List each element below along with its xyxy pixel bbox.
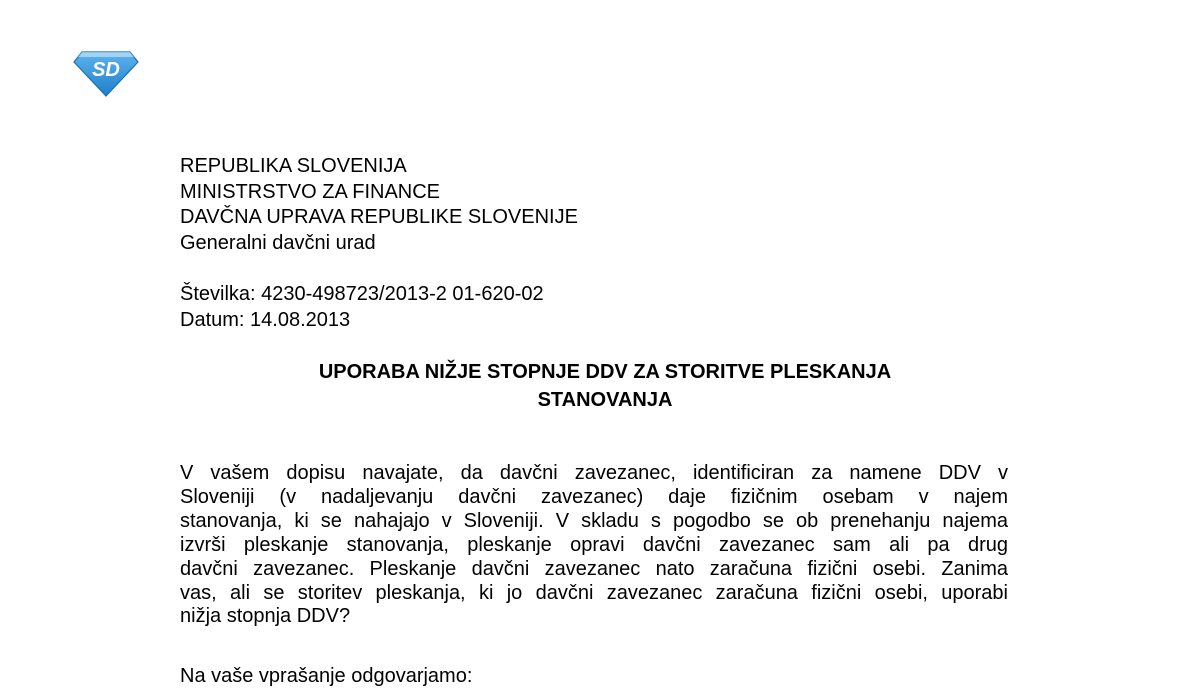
reference-block: [180, 282, 544, 333]
title-line-2: STANOVANJA: [537, 389, 673, 411]
svg-text:SD: SD: [92, 59, 120, 81]
header-line-tax-administration: DAVČNA UPRAVA REPUBLIKE SLOVENIJE: [180, 206, 578, 228]
question-paragraph: [180, 462, 1008, 629]
header-line-ministry: MINISTRSTVO ZA FINANCE: [180, 180, 441, 203]
issuer-header: [180, 154, 578, 256]
header-line-office: Generalni davčni urad: [180, 231, 376, 254]
document-date: Datum: 14.08.2013: [180, 308, 351, 331]
sd-shield-logo-icon: [72, 46, 140, 98]
answer-intro: Na vaše vprašanje odgovarjamo:: [180, 665, 473, 687]
paragraph-line: nižja stopnja DDV?: [180, 605, 351, 628]
paragraph-line: davčni zavezanec. Pleskanje davčni zavezanec nato zaračuna fizični osebi. Zanima: [180, 557, 1008, 580]
paragraph-line: izvrši pleskanje stanovanja, pleskanje opravi davčni zavezanec sam ali pa drug: [180, 533, 1008, 556]
title-line-1: UPORABA NIŽJE STOPNJE DDV ZA STORITVE PLESKANJA: [318, 361, 892, 383]
paragraph-line: V vašem dopisu navajate, da davčni zavezanec, identificiran za namene DDV v: [180, 462, 1008, 484]
document-title: [180, 358, 1190, 414]
paragraph-line: vas, ali se storitev pleskanja, ki jo davčni zavezanec zaračuna fizični osebi, uporabi: [180, 581, 1008, 604]
paragraph-line: stanovanja, ki se nahajajo v Sloveniji. V skladu s pogodbo se ob prenehanju najema: [180, 509, 1008, 532]
document-number: Številka: 4230-498723/2013-2 01-620-02: [180, 283, 544, 305]
header-line-republic: REPUBLIKA SLOVENIJA: [180, 155, 407, 177]
paragraph-line: Sloveniji (v nadaljevanju davčni zavezanec) daje fizičnim osebam v najem: [180, 485, 1008, 508]
